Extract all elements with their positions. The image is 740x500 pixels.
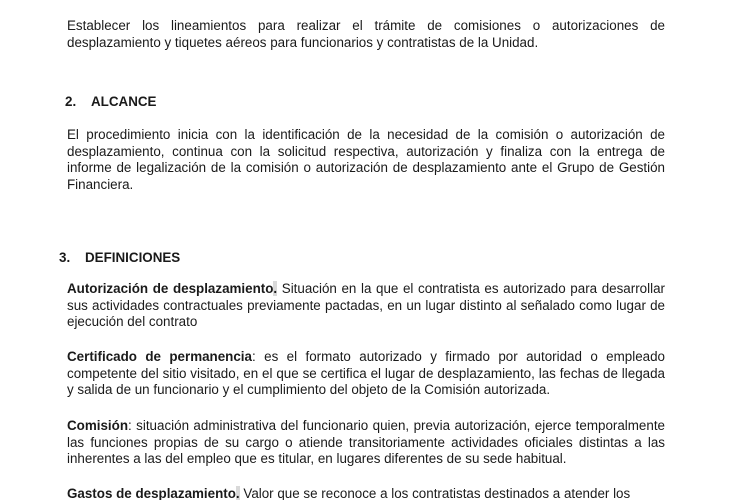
definition-item [67, 281, 665, 331]
section-title: ALCANCE [91, 94, 157, 109]
definition-text: Situación en la que el contratista es autorizado para desarrollar sus actividades contractuales previamente pactadas, en un lugar distinto al señalado como lugar de ejecución del contrato [67, 281, 665, 330]
section-heading-alcance [65, 94, 156, 110]
definition-term: Gastos de desplazamiento [67, 486, 236, 500]
definition-term: Comisión [67, 418, 129, 433]
objective-text: Establecer los lineamientos para realizar el trámite de comisiones o autorizaciones de desplazamiento y tiquetes aéreos para funcionarios y contratistas de la Unidad. [67, 18, 665, 50]
definition-separator: : [251, 349, 256, 364]
definition-separator: . [273, 281, 278, 296]
section-number: 2. [65, 94, 77, 109]
section-number: 3. [59, 250, 71, 265]
definition-text: Valor que se reconoce a los contratistas destinados a atender los [239, 486, 631, 500]
section-title: DEFINICIONES [85, 250, 181, 265]
alcance-text: El procedimiento inicia con la identificación de la necesidad de la comisión o autorización de desplazamiento, continua con la solicitud respectiva, autorización y finaliza con la entrega de informe de legalización de la comisión o autorización de desplazamiento ante el Grupo de Gestión Financiera. [67, 127, 665, 192]
definition-item [67, 486, 665, 500]
definition-separator: : [128, 418, 132, 433]
objective-paragraph [67, 18, 665, 51]
definition-text: situación administrativa del funcionario quien, previa autorización, ejerce temporalmente las funciones propias de su cargo o atiende transitoriamente actividades oficiales distintas a las inherentes a las del empleo que es titular, en lugares diferentes de su sede habitual. [67, 418, 665, 467]
definition-separator: . [235, 486, 240, 500]
definition-term: Certificado de permanencia [67, 349, 252, 364]
section-heading-definiciones [59, 250, 180, 266]
definition-item [67, 418, 665, 468]
definition-text: es el formato autorizado y firmado por autoridad o empleado competente del sitio visitado, en el que se certifica el lugar de desplazamiento, las fechas de llegada y salida de un funcionario y el cumplimiento del objeto de la Comisión autorizada. [67, 349, 665, 398]
alcance-paragraph [67, 127, 665, 193]
definition-term: Autorización de desplazamiento [67, 281, 274, 296]
definition-item [67, 349, 665, 399]
